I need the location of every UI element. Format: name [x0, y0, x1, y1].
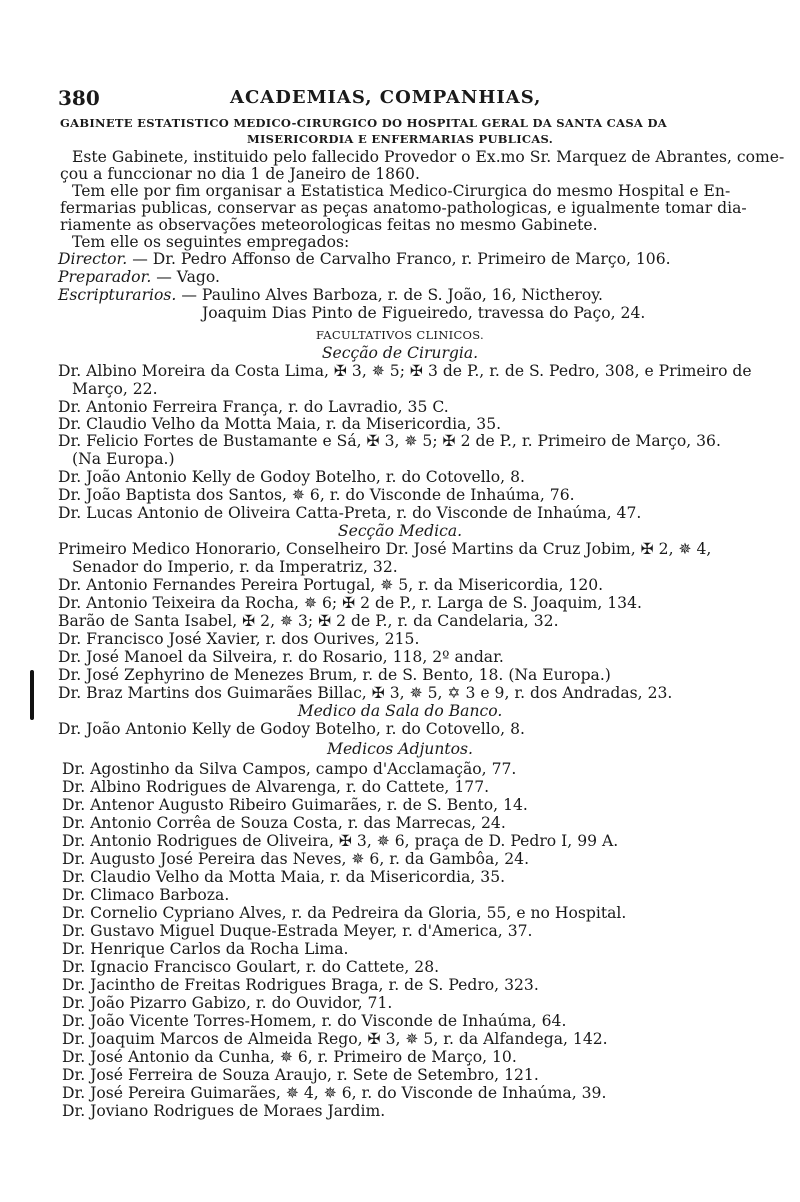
list-item: Barão de Santa Isabel, ✠ 2, ✵ 3; ✠ 2 de P., r. da Candelaria, 32.	[58, 612, 559, 630]
page-number: 380	[58, 86, 100, 110]
list-item: Dr. José Ferreira de Souza Araujo, r. Sete de Setembro, 121.	[62, 1066, 539, 1084]
list-item: Dr. João Vicente Torres-Homem, r. do Visconde de Inhaúma, 64.	[62, 1012, 567, 1030]
list-item: Dr. Antenor Augusto Ribeiro Guimarães, r. de S. Bento, 14.	[62, 796, 528, 814]
list-item: Dr. Claudio Velho da Motta Maia, r. da Misericordia, 35.	[62, 868, 506, 886]
running-title: ACADEMIAS, COMPANHIAS,	[230, 87, 542, 108]
section-title-line1: GABINETE ESTATISTICO MEDICO-CIRURGICO DO HOSPITAL GERAL DA SANTA CASA DA	[60, 116, 667, 130]
list-item: Dr. Antonio Fernandes Pereira Portugal, ✵ 5, r. da Misericordia, 120.	[58, 576, 604, 594]
intro-line: fermarias publicas, conservar as peças anatomo-pathologicas, e igualmente tomar dia-	[60, 199, 747, 217]
list-item: Dr. Francisco José Xavier, r. dos Ourives, 215.	[58, 630, 420, 648]
list-item: Dr. Ignacio Francisco Goulart, r. do Cattete, 28.	[62, 958, 440, 976]
list-item: Dr. José Pereira Guimarães, ✵ 4, ✵ 6, r. do Visconde de Inhaúma, 39.	[62, 1084, 607, 1102]
list-item: Dr. Gustavo Miguel Duque-Estrada Meyer, r. d'America, 37.	[62, 922, 533, 940]
list-item: Dr. Cornelio Cypriano Alves, r. da Pedreira da Gloria, 55, e no Hospital.	[62, 904, 627, 922]
list-item: Dr. Agostinho da Silva Campos, campo d'Acclamação, 77.	[62, 760, 517, 778]
faculty-heading: FACULTATIVOS CLINICOS.	[315, 328, 484, 342]
list-item: Dr. João Antonio Kelly de Godoy Botelho, r. do Cotovello, 8.	[58, 720, 525, 738]
intro-line: Tem elle os seguintes empregados:	[72, 233, 350, 251]
list-item: Dr. João Pizarro Gabizo, r. do Ouvidor, 71.	[62, 994, 393, 1012]
list-item: Dr. Antonio Ferreira França, r. do Lavradio, 35 C.	[58, 398, 449, 416]
list-item: Dr. Braz Martins dos Guimarães Billac, ✠ 3, ✵ 5, ✡ 3 e 9, r. dos Andradas, 23.	[58, 684, 673, 702]
staff-director: Director. — Dr. Pedro Affonso de Carvalho Franco, r. Primeiro de Março, 106.	[58, 250, 671, 268]
list-item: Dr. João Baptista dos Santos, ✵ 6, r. do Visconde de Inhaúma, 76.	[58, 486, 575, 504]
list-item: Dr. Augusto José Pereira das Neves, ✵ 6, r. da Gambôa, 24.	[62, 850, 530, 868]
list-item: Dr. José Antonio da Cunha, ✵ 6, r. Primeiro de Março, 10.	[62, 1048, 517, 1066]
intro-line: çou a funccionar no dia 1 de Janeiro de 1860.	[60, 165, 420, 183]
list-item: Dr. Climaco Barboza.	[62, 886, 230, 904]
staff-preparador: Preparador. — Vago.	[58, 268, 220, 286]
list-item: Dr. Joviano Rodrigues de Moraes Jardim.	[62, 1102, 386, 1120]
list-item: Dr. Albino Rodrigues de Alvarenga, r. do Cattete, 177.	[62, 778, 490, 796]
list-item: Dr. João Antonio Kelly de Godoy Botelho, r. do Cotovello, 8.	[58, 468, 525, 486]
list-item: Dr. Felicio Fortes de Bustamante e Sá, ✠ 3, ✵ 5; ✠ 2 de P., r. Primeiro de Março, 36.	[58, 432, 721, 450]
list-item: Dr. Lucas Antonio de Oliveira Catta-Preta, r. do Visconde de Inhaúma, 47.	[58, 504, 642, 522]
list-item: Dr. Claudio Velho da Motta Maia, r. da Misericordia, 35.	[58, 415, 502, 433]
list-item: Primeiro Medico Honorario, Conselheiro Dr. José Martins da Cruz Jobim, ✠ 2, ✵ 4,	[58, 540, 712, 558]
intro-line: Tem elle por fim organisar a Estatistica Medico-Cirurgica do mesmo Hospital e En-	[72, 182, 731, 200]
list-item: (Na Europa.)	[72, 450, 175, 468]
list-item: Dr. Antonio Corrêa de Souza Costa, r. das Marrecas, 24.	[62, 814, 506, 832]
subsection-cirurgia: Secção de Cirurgia.	[321, 344, 479, 362]
section-title-line2: MISERICORDIA E ENFERMARIAS PUBLICAS.	[246, 132, 554, 146]
list-item: Senador do Imperio, r. da Imperatriz, 32.	[72, 558, 398, 576]
staff-escripturario-2: Joaquim Dias Pinto de Figueiredo, travessa do Paço, 24.	[202, 304, 646, 322]
list-item: Dr. Joaquim Marcos de Almeida Rego, ✠ 3, ✵ 5, r. da Alfandega, 142.	[62, 1030, 608, 1048]
list-item: Dr. Albino Moreira da Costa Lima, ✠ 3, ✵ 5; ✠ 3 de P., r. de S. Pedro, 308, e Primeiro de	[58, 362, 752, 380]
list-item: Dr. Antonio Rodrigues de Oliveira, ✠ 3, ✵ 6, praça de D. Pedro I, 99 A.	[62, 832, 619, 850]
list-item: Dr. José Zephyrino de Menezes Brum, r. de S. Bento, 18. (Na Europa.)	[58, 666, 611, 684]
list-item: Março, 22.	[72, 380, 158, 398]
subsection-medico-banco: Medico da Sala do Banco.	[297, 702, 503, 720]
list-item: Dr. Antonio Teixeira da Rocha, ✵ 6; ✠ 2 de P., r. Larga de S. Joaquim, 134.	[58, 594, 642, 612]
list-item: Dr. Henrique Carlos da Rocha Lima.	[62, 940, 349, 958]
subsection-medica: Secção Medica.	[337, 522, 463, 540]
list-item: Dr. Jacintho de Freitas Rodrigues Braga, r. de S. Pedro, 323.	[62, 976, 539, 994]
intro-line: riamente as observações meteorologicas feitas no mesmo Gabinete.	[60, 216, 598, 234]
list-item: Dr. José Manoel da Silveira, r. do Rosario, 118, 2º andar.	[58, 648, 504, 666]
intro-line: Este Gabinete, instituido pelo fallecido Provedor o Ex.mo Sr. Marquez de Abrantes, come-	[72, 148, 785, 166]
subsection-adjuntos: Medicos Adjuntos.	[326, 740, 474, 758]
staff-escripturarios: Escripturarios. — Paulino Alves Barboza, r. de S. João, 16, Nictheroy.	[58, 286, 603, 304]
